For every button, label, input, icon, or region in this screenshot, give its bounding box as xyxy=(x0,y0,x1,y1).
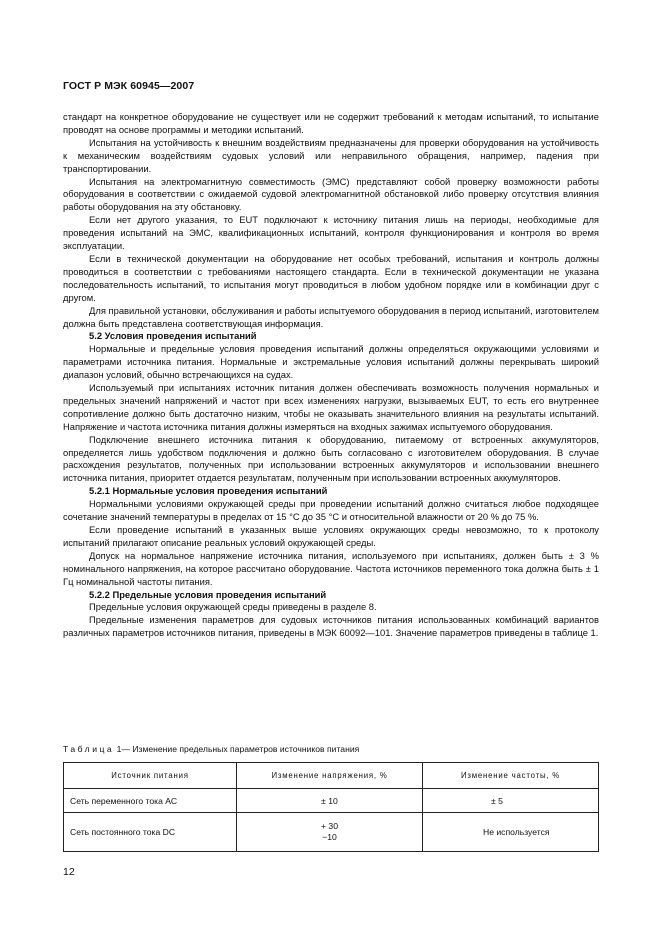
cell-voltage: ± 10 xyxy=(237,789,423,813)
section-heading: 5.2 Условия проведения испытаний xyxy=(89,330,257,342)
paragraph: Испытания на электромагнитную совместимость (ЭМС) представляют собой проверку возможности работы оборудования в соответствии с ожидаемой судовой электромагнитной обстановкой либо проверку отсутствия влияния работы оборудования на эту обстановку. xyxy=(63,175,599,213)
paragraph: Если нет другого указания, то EUT подключают к источнику питания лишь на периоды, необходимые для проведения испытаний на ЭМС, квалификационных испытаний, контроля функционирования и контроля во время эксплуатации. xyxy=(63,214,599,252)
cell-source: Сеть переменного тока АС xyxy=(64,789,237,813)
column-header-frequency: Изменение частоты, % xyxy=(423,763,599,789)
table-caption xyxy=(63,744,359,754)
column-header-source: Источник питания xyxy=(64,763,237,789)
table-header-row xyxy=(64,763,599,789)
cell-frequency: Не используется xyxy=(423,813,599,852)
document-header: ГОСТ Р МЭК 60945—2007 xyxy=(63,80,195,92)
paragraph: Если проведение испытаний в указанных выше условиях окружающих среды невозможно, то к протоколу испытаний прилагают описание реальных условий окружающей среды. xyxy=(63,524,599,548)
page-number: 12 xyxy=(63,866,75,878)
table-row xyxy=(64,789,599,813)
section-heading: 5.2.1 Нормальные условия проведения испытаний xyxy=(89,485,328,497)
section-heading: 5.2.2 Предельные условия проведения испытаний xyxy=(89,588,327,600)
paragraph: Подключение внешнего источника питания к оборудованию, питаемому от встроенных аккумуляторов, определяется лишь удобством подключения и должно быть согласовано с изготовителем оборудования. В случае расхождения результатов, полученных при использовании встроенных аккумуляторов и использовании внешнего источника питания, приоритет отдается результатам, полученным при использовании встроенных аккумуляторов. xyxy=(63,433,599,484)
column-header-voltage: Изменение напряжения, % xyxy=(237,763,423,789)
table-caption-text: 1— Изменение предельных параметров источников питания xyxy=(116,744,360,754)
paragraph: Испытания на устойчивость к внешним воздействиям предназначены для проверки оборудования на устойчивость к механическим воздействиям судовых условий или неправильного обращения, например, падения при транспортировании. xyxy=(63,136,599,174)
cell-frequency: ± 5 xyxy=(423,789,599,813)
paragraph: Если в технической документации на оборудование нет особых требований, испытания и контроль должны проводиться в соответствии с требованиями настоящего стандарта. Если в технической документации не указана последовательность испытаний, то испытания могут проводиться в любом удобном порядке или в комбинации друг с другом. xyxy=(63,252,599,303)
paragraph: Используемый при испытаниях источник питания должен обеспечивать возможность получения нормальных и предельных значений напряжений и частот при всех изменениях нагрузки, вызываемых EUT, то есть его внутреннее сопротивление должно быть достаточно низким, чтобы не оказывать значительного влияния на результаты испытаний. Напряжение и частота источника питания должны измеряться на входных зажимах испытуемого оборудования. xyxy=(63,382,599,432)
body-text xyxy=(63,111,599,640)
power-supply-table xyxy=(63,762,599,852)
paragraph: Допуск на нормальное напряжение источника питания, используемого при испытаниях, должен быть ± 3 % номинального напряжения, на которое рассчитано оборудование. Частота источников переменного тока должна быть ± 1 Гц номинальной частоты питания. xyxy=(63,549,599,587)
table-row xyxy=(64,813,599,852)
cell-source: Сеть постоянного тока DC xyxy=(64,813,237,852)
table-caption-word: Таблица xyxy=(63,744,115,754)
paragraph: Предельные условия окружающей среды приведены в разделе 8. xyxy=(89,601,377,613)
paragraph: Нормальные и предельные условия проведения испытаний должны определяться окружающими условиями и параметрами источника питания. Нормальные и экстремальные условия испытаний должны перекрывать широкий диапазон условий, обычно встречающихся на судах. xyxy=(63,343,599,381)
voltage-minus: −10 xyxy=(322,832,337,842)
paragraph: Нормальными условиями окружающей среды при проведении испытаний должно считаться любое подходящее сочетание значений температуры в пределах от 15 °С до 35 °С и относительной влажности от 20 % до 75 %. xyxy=(63,498,599,523)
voltage-plus: + 30 xyxy=(321,821,338,831)
cell-voltage xyxy=(237,813,423,852)
paragraph: стандарт на конкретное оборудование не существует или не содержит требований к методам испытаний, то испытание проводят на основе программы и методики испытаний. xyxy=(63,111,599,135)
paragraph: Предельные изменения параметров для судовых источников питания использованных комбинаций вариантов различных параметров источников питания, приведены в МЭК 60092—101. Значение параметров приведены в таблице 1. xyxy=(63,614,599,639)
paragraph: Для правильной установки, обслуживания и работы испытуемого оборудования в период испытаний, изготовителем должна быть представлена соответствующая информация. xyxy=(63,304,599,329)
